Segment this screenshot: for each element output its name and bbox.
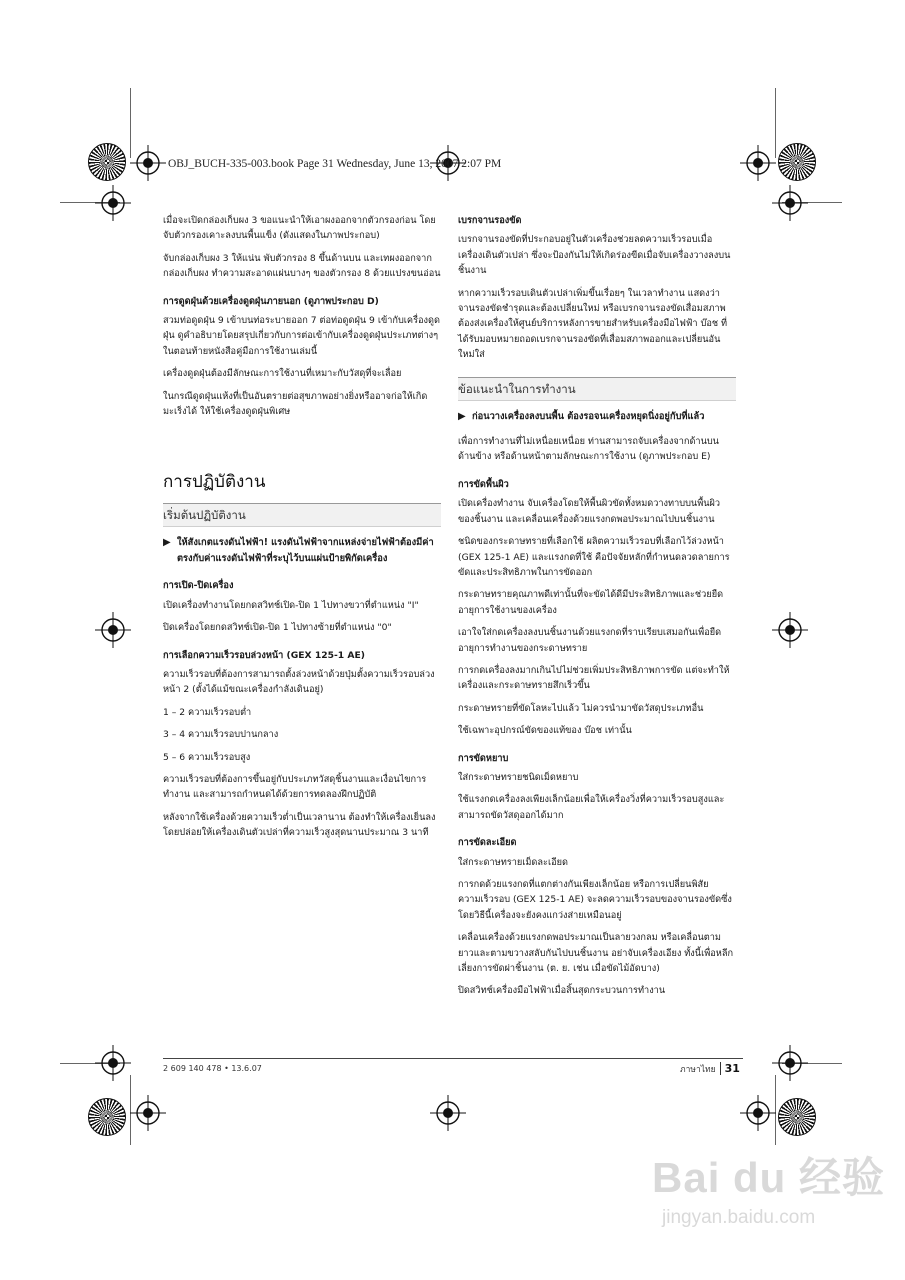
paragraph: ความเร็วรอบที่ต้องการสามารถตั้งล่วงหน้าด้วยปุ่มตั้งความเร็วรอบล่วงหน้า 2 (ตั้งได้แม้ขณะเครื่องกำลังเดินอยู่) [163,668,435,696]
paragraph: ปิดสวิทช์เครื่องมือไฟฟ้าเมื่อสิ้นสุดกระบวนการทำงาน [458,985,666,997]
baidu-watermark [652,1145,885,1229]
watermark-brand: Bai du 经验 [652,1154,886,1201]
warning-note [163,535,441,566]
registration-mark-icon [772,1045,808,1081]
registration-mark-icon [740,145,776,181]
warning-text: ให้สังเกตแรงดันไฟฟ้า! แรงดันไฟฟ้าจากแหล่งจ่ายไฟฟ้าต้องมีค่าตรงกับค่าแรงดันไฟฟ้าที่ระบุไว้บนแผ่นป้ายพิกัดเครื่อง [177,537,434,564]
warning-note [458,409,736,424]
paragraph: เปิดเครื่องทำงานโดยกดสวิทช์เปิด-ปิด 1 ไปทางขวาที่ตำแหน่ง "I" [163,599,419,611]
paragraph: จับกล่องเก็บผง 3 ให้แน่น พับตัวกรอง 8 ขึ้นด้านบน และเทผงออกจากกล่องเก็บผง ทำความสะอาดแผ่นบางๆ ของตัวกรอง 8 ด้วยแปรงขนอ่อน [163,252,441,280]
subheading-speed-preselection: การเลือกความเร็วรอบล่วงหน้า (GEX 125-1 AE) [163,649,365,661]
subheading-fine-sanding: การขัดละเอียด [458,837,517,849]
paragraph: กระดาษทรายที่ขัดโลหะไปแล้ว ไม่ควรนำมาขัดวัสดุประเภทอื่น [458,702,704,714]
paragraph: การกดด้วยแรงกดที่แตกต่างกันเพียงเล็กน้อย หรือการเปลี่ยนพิสัยความเร็วรอบ (GEX 125-1 AE) จะลดความเร็วรอบของจานรองขัดซึ่งโดยวิธีนี้เครื่องจะยังคงแกว่งส่ายเหมือนอยู่ [458,879,732,921]
registration-mark-icon [430,1095,466,1131]
paragraph: ใส่กระดาษทรายเม็ดละเอียด [458,856,568,868]
paragraph: เคลื่อนเครื่องด้วยแรงกดพอประมาณเป็นลายวงกลม หรือเคลื่อนตามยาวและตามขวางสลับกันไปบนชิ้นงาน อย่าจับเครื่องเอียง ทั้งนี้เพื่อหลีกเลี่ยงการขัดผ่าชิ้นงาน (ต. ย. เช่น เมื่อขัดไม้อัดบาง) [458,932,734,975]
registration-mark-icon [95,185,131,221]
paragraph: ใส่กระดาษทรายชนิดเม็ดหยาบ [458,771,579,783]
paragraph: ความเร็วรอบที่ต้องการขึ้นอยู่กับประเภทวัสดุชิ้นงานและเงื่อนไขการทำงาน และสามารถกำหนดได้ด้วยการทดลองฝึกปฏิบัติ [163,773,427,801]
subsection-banner: เริ่มต้นปฏิบัติงาน [163,503,441,527]
speed-level-item: 5 – 6 ความเร็วรอบสูง [163,751,251,763]
color-calibration-wheel-icon [88,1098,126,1136]
warning-text: ก่อนวางเครื่องลงบนพื้น ต้องรอจนเครื่องหยุดนิ่งอยู่กับที่แล้ว [472,410,705,422]
paragraph: ในกรณีดูดฝุ่นแห้งที่เป็นอันตรายต่อสุขภาพอย่างยิ่งหรืออาจก่อให้เกิดมะเร็งได้ ให้ใช้เครื่องดูดฝุ่นพิเศษ [163,390,428,418]
paragraph: การกดเครื่องลงมากเกินไปไม่ช่วยเพิ่มประสิทธิภาพการขัด แต่จะทำให้เครื่องและกระดาษทรายสึกเร็วขึ้น [458,664,730,692]
paragraph: เมื่อจะเปิดกล่องเก็บผง 3 ขอแนะนำให้เอาผงออกจากตัวกรองก่อน โดยจับตัวกรองเคาะลงบนพื้นแข็ง (ดังแสดงในภาพประกอบ) [163,215,436,242]
color-calibration-wheel-icon [778,143,816,181]
subheading-surface-sanding: การขัดพื้นผิว [458,478,509,490]
section-title: การปฏิบัติงาน [163,472,266,493]
footer-language: ภาษาไทย [680,1065,716,1075]
subheading-coarse-sanding: การขัดหยาบ [458,752,509,764]
paragraph: เปิดเครื่องทำงาน จับเครื่องโดยให้พื้นผิวขัดทั้งหมดวางทาบบนพื้นผิวของชิ้นงาน และเคลื่อนเครื่องด้วยแรงกดพอประมาณไปบนชิ้นงาน [458,498,721,525]
subheading-dust-extraction: การดูดฝุ่นด้วยเครื่องดูดฝุ่นภายนอก (ดูภาพประกอบ D) [163,295,379,307]
paragraph: เพื่อการทำงานที่ไม่เหนื่อยเหนื่อย ท่านสามารถจับเครื่องจากด้านบน ด้านข้าง หรือด้านหน้าตามลักษณะการใช้งาน (ดูภาพประกอบ E) [458,436,719,463]
right-column [458,213,736,1006]
paragraph: หากความเร็วรอบเดินตัวเปล่าเพิ่มขึ้นเรื่อยๆ ในเวลาทำงาน แสดงว่าจานรองขัดชำรุดและต้องเปลี่ยนใหม่ หรือเบรกจานรองขัดเสื่อมสภาพ ต้องส่งเครื่องให้ศูนย์บริการหลังการขายสำหรับเครื่องมือไฟฟ้า บ๊อช ที่ได้รับมอบหมายถอดเบรกจานรองขัดที่เสื่อมสภาพออกและเปลี่ยนอันใหม่ใส่ [458,287,728,361]
paragraph: ชนิดของกระดาษทรายที่เลือกใช้ ผลิตความเร็วรอบที่เลือกไว้ล่วงหน้า (GEX 125-1 AE) และแรงกดที่ใช้ คือปัจจัยหลักที่กำหนดลวดลายการขัดและประสิทธิภาพในการขัดออก [458,536,730,578]
footer-code: 2 609 140 478 • 13.6.07 [163,1064,262,1073]
speed-level-item: 1 – 2 ความเร็วรอบต่ำ [163,706,252,718]
paragraph: เอาใจใส่กดเครื่องลงบนชิ้นงานด้วยแรงกดที่ราบเรียบเสมอกันเพื่อยืดอายุการทำงานของกระดาษทราย [458,627,722,654]
paragraph: ปิดเครื่องโดยกดสวิทช์เปิด-ปิด 1 ไปทางซ้ายที่ตำแหน่ง "0" [163,622,392,634]
triangle-bullet-icon: ▶ [163,537,171,549]
paragraph: สวมท่อดูดฝุ่น 9 เข้าบนท่อระบายออก 7 ต่อท่อดูดฝุ่น 9 เข้ากับเครื่องดูดฝุ่น ดูคำอธิบายโดยสรุปเกี่ยวกับการต่อเข้ากับเครื่องดูดฝุ่นประเภทต่างๆ ในตอนท้ายหนังสือคู่มือการใช้งานเล่มนี้ [163,315,440,357]
registration-mark-icon [95,612,131,648]
registration-mark-icon [95,1045,131,1081]
footer-rule [163,1058,743,1059]
color-calibration-wheel-icon [88,143,126,181]
registration-mark-icon [130,1095,166,1131]
registration-mark-icon [740,1095,776,1131]
speed-level-item: 3 – 4 ความเร็วรอบปานกลาง [163,729,279,741]
color-calibration-wheel-icon [778,1098,816,1136]
print-header: OBJ_BUCH-335-003.book Page 31 Wednesday, June 13, 2007 2:07 PM [168,158,502,170]
paragraph: เบรกจานรองขัดที่ประกอบอยู่ในตัวเครื่องช่วยลดความเร็วรอบเมื่อเครื่องเดินตัวเปล่า ซึ่งจะป้องกันไม่ให้เกิดร่องขีดเมื่อจับเครื่องวางลงบนชิ้นงาน [458,234,731,277]
registration-mark-icon [772,612,808,648]
subheading-pad-brake: เบรกจานรองขัด [458,215,522,226]
paragraph: ใช้เฉพาะอุปกรณ์ขัดของแท้ของ บ๊อช เท่านั้น [458,725,632,737]
subsection-banner: ข้อแนะนำในการทำงาน [458,377,736,401]
triangle-bullet-icon: ▶ [458,410,466,422]
left-column [163,213,441,848]
subheading-on-off: การเปิด-ปิดเครื่อง [163,580,234,592]
footer-page-info [680,1062,740,1076]
paragraph: ใช้แรงกดเครื่องลงเพียงเล็กน้อยเพื่อให้เครื่องวิ่งที่ความเร็วรอบสูงและสามารถขัดวัสดุออกได้มาก [458,794,725,821]
paragraph: เครื่องดูดฝุ่นต้องมีลักษณะการใช้งานที่เหมาะกับวัสดุที่จะเลื่อย [163,368,402,380]
paragraph: หลังจากใช้เครื่องด้วยความเร็วต่ำเป็นเวลานาน ต้องทำให้เครื่องเย็นลงโดยปล่อยให้เครื่องเดินตัวเปล่าที่ความเร็วสูงสุดนานประมาณ 3 นาที [163,811,436,839]
page-number: 31 [720,1062,740,1075]
watermark-url: jingyan.baidu.com [662,1207,816,1228]
registration-mark-icon [772,185,808,221]
registration-mark-icon [130,145,166,181]
paragraph: กระดาษทรายคุณภาพดีเท่านั้นที่จะขัดได้ดีมีประสิทธิภาพและช่วยยืดอายุการใช้งานของเครื่อง [458,589,724,616]
